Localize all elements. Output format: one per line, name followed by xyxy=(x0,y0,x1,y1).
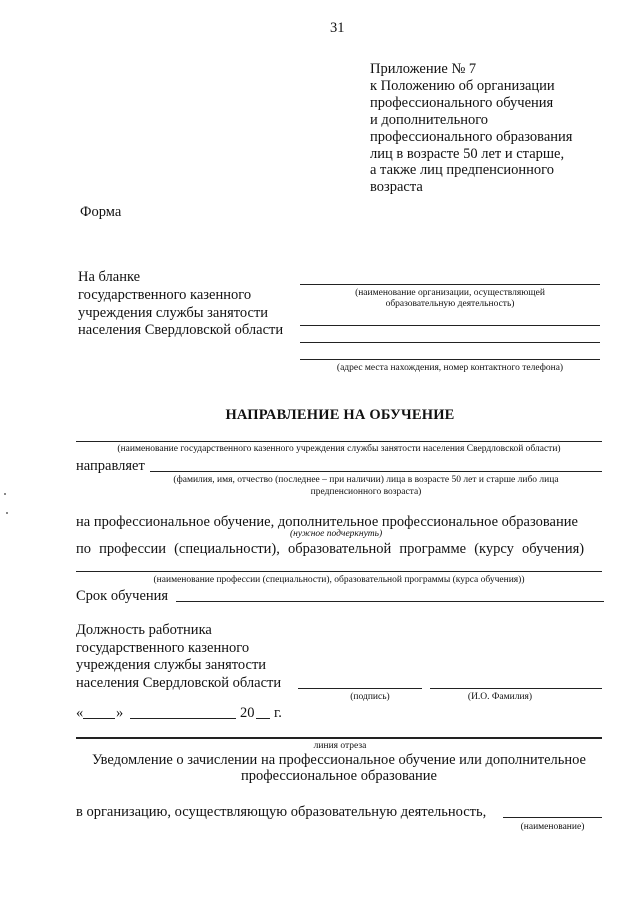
position-line: учреждения службы занятости xyxy=(76,657,267,673)
blank-line: На бланке xyxy=(78,269,141,285)
form-label: Форма xyxy=(80,204,122,220)
name-field-line xyxy=(430,688,602,689)
name-caption: (И.О. Фамилия) xyxy=(467,692,533,702)
profession-caption: (наименование профессии (специальности), образовательной программы (курса обучения)) xyxy=(153,575,525,585)
org-field-line xyxy=(503,817,602,818)
margin-speck xyxy=(4,493,6,495)
blank-line: населения Свердловской области xyxy=(78,322,284,338)
person-caption: предпенсионного возраста) xyxy=(310,487,422,497)
profession-line: по профессии (специальности), образовательной программе (курсу обучения) xyxy=(76,541,585,557)
cut-line-caption: линия отреза xyxy=(313,741,367,751)
appendix-line: возраста xyxy=(370,179,423,195)
sends-label: направляет xyxy=(76,458,145,474)
appendix-line: профессионального образования xyxy=(370,129,573,145)
signature-field-line xyxy=(298,688,422,689)
appendix-line: лиц в возрасте 50 лет и старше, xyxy=(370,146,565,162)
person-field-line xyxy=(150,471,602,472)
year-field-line xyxy=(256,718,270,719)
document-title: НАПРАВЛЕНИЕ НА ОБУЧЕНИЕ xyxy=(225,407,455,423)
term-field-line xyxy=(176,601,604,602)
term-label: Срок обучения xyxy=(76,588,169,604)
naming-caption: (наименование) xyxy=(520,822,585,832)
position-line: населения Свердловской области xyxy=(76,675,282,691)
address-field-line xyxy=(300,359,600,360)
notice-line: Уведомление о зачислении на профессиональное обучение или дополнительное xyxy=(92,752,586,768)
cut-line xyxy=(76,737,602,739)
blank-line: учреждения службы занятости xyxy=(78,305,269,321)
profession-field-line xyxy=(76,571,602,572)
org-name-field-line xyxy=(300,325,600,326)
year-suffix: г. xyxy=(274,705,282,721)
address-caption: (адрес места нахождения, номер контактного телефона) xyxy=(336,363,564,373)
address-field-line xyxy=(300,342,600,343)
position-line: государственного казенного xyxy=(76,640,250,656)
day-field-line xyxy=(83,718,115,719)
appendix-line: профессионального обучения xyxy=(370,95,554,111)
agency-field-line xyxy=(76,441,602,442)
training-type-line: на профессиональное обучение, дополнительное профессиональное образование xyxy=(76,514,578,530)
underline-hint: (нужное подчеркнуть) xyxy=(290,529,383,539)
year-prefix: 20 xyxy=(240,705,255,721)
appendix-line: а также лиц предпенсионного xyxy=(370,162,554,178)
person-caption: (фамилия, имя, отчество (последнее – при наличии) лица в возрасте 50 лет и старше либо лица xyxy=(173,475,559,485)
date-close-quote: » xyxy=(116,705,124,721)
month-field-line xyxy=(130,718,236,719)
appendix-title: Приложение № 7 xyxy=(370,61,477,77)
appendix-line: и дополнительного xyxy=(370,112,489,128)
position-line: Должность работника xyxy=(76,622,212,638)
blank-line: государственного казенного xyxy=(78,287,252,303)
agency-caption: (наименование государственного казенного учреждения службы занятости населения Свердловской области) xyxy=(117,444,561,454)
margin-speck xyxy=(6,512,8,514)
appendix-line: к Положению об организации xyxy=(370,78,555,94)
notice-line: профессиональное образование xyxy=(240,768,437,784)
org-name-caption: образовательную деятельность) xyxy=(385,299,515,309)
org-name-caption: (наименование организации, осуществляющей xyxy=(355,288,545,298)
notice-org-line: в организацию, осуществляющую образовательную деятельность, xyxy=(76,804,487,820)
date-open-quote: « xyxy=(76,705,84,721)
signature-caption: (подпись) xyxy=(350,692,390,702)
page-number: 31 xyxy=(330,20,345,36)
org-name-field-line xyxy=(300,284,600,285)
